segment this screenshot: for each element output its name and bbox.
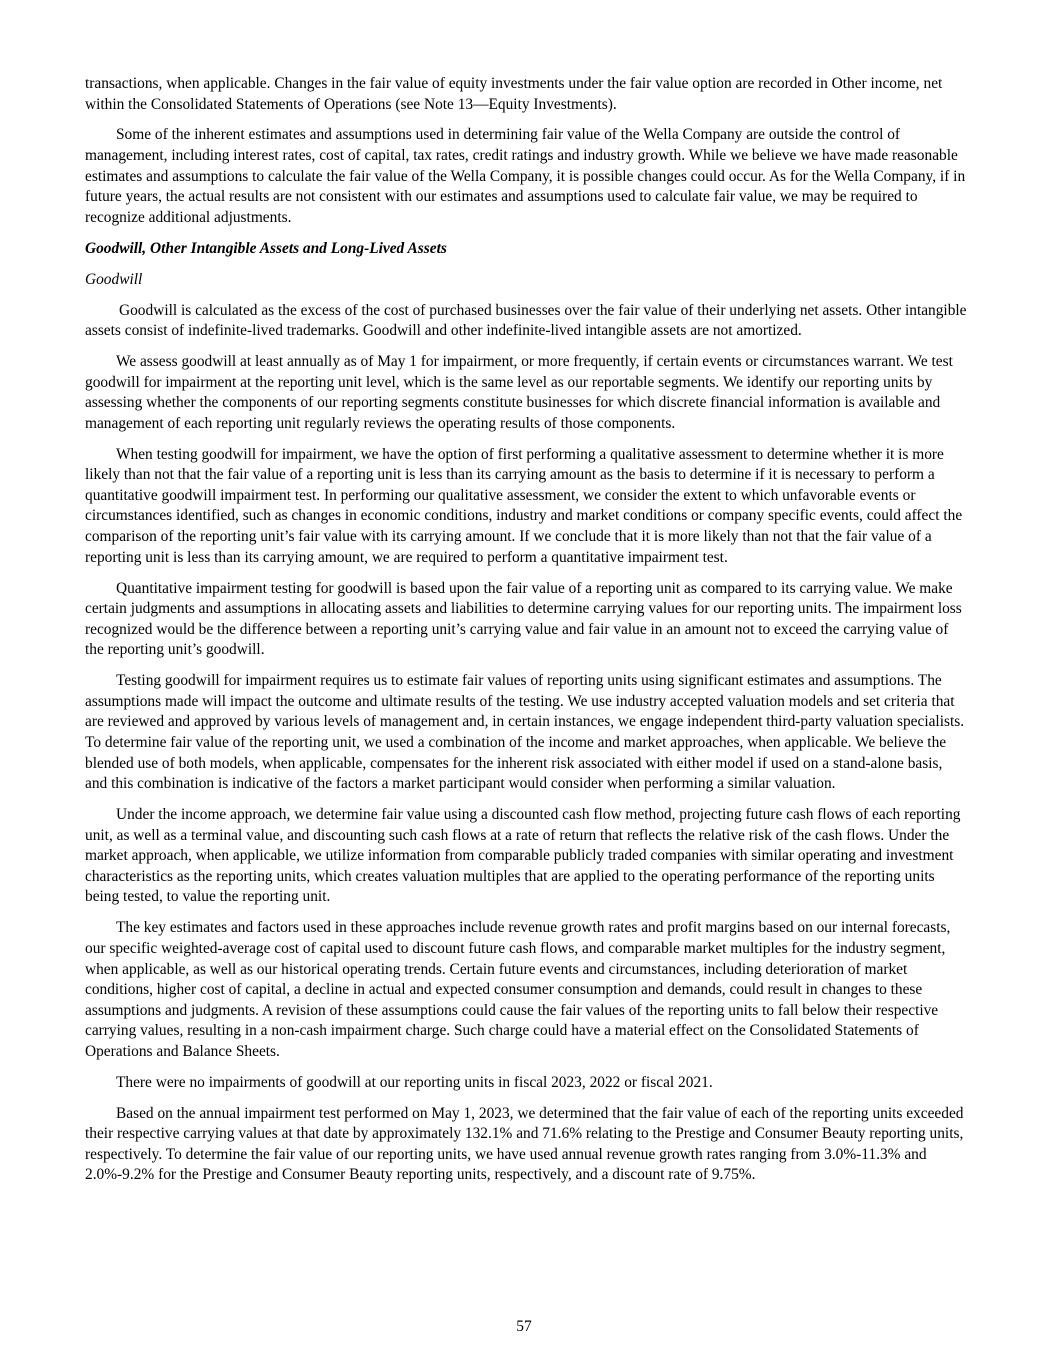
paragraph: The key estimates and factors used in these approaches include revenue growth rates and profit margins based on our internal forecasts, our specific weighted-average cost of capital used to discount future cash flows, and comparable market multiples for the industry segment, when applicable, as well as our historical operating trends. Certain future events and circumstances, including deterioration of market conditions, higher cost of capital, a decline in actual and expected consumer consumption and demands, could result in changes to these assumptions and judgments. A revision of these assumptions could cause the fair values of the reporting units to fall below their respective carrying values, resulting in a non-cash impairment charge. Such charge could have a material effect on the Consolidated Statements of Operations and Balance Sheets. bbox=[85, 919, 951, 1060]
document-page bbox=[85, 74, 967, 1196]
paragraph: Under the income approach, we determine fair value using a discounted cash flow method, projecting future cash flows of each reporting unit, as well as a terminal value, and discounting such cash flows at a rate of return that reflects the relative risk of the cash flows. Under the market approach, when applicable, we utilize information from comparable publicly traded companies with similar operating and investment characteristics as the reporting units, which creates valuation multiples that are applied to the operating performance of the reporting units being tested, to value the reporting unit. bbox=[85, 806, 961, 906]
paragraph: Quantitative impairment testing for goodwill is based upon the fair value of a reporting unit as compared to its carrying value. We make certain judgments and assumptions in allocating assets and liabilities to determine carrying values for our reporting units. The impairment loss recognized would be the difference between a reporting unit’s carrying value and fair value in an amount not to exceed the carrying value of the reporting unit’s goodwill. bbox=[85, 579, 962, 659]
paragraph: Testing goodwill for impairment requires us to estimate fair values of reporting units using significant estimates and assumptions. The assumptions made will impact the outcome and ultimate results of the testing. We use industry accepted valuation models and set criteria that are reviewed and approved by various levels of management and, in certain instances, we engage independent third-party valuation specialists. To determine fair value of the reporting unit, we used a combination of the income and market approaches, when applicable. We believe the blended use of both models, when applicable, compensates for the inherent risk associated with either model if used on a stand-alone basis, and this combination is indicative of the factors a market participant would consider when performing a similar valuation. bbox=[85, 672, 965, 793]
paragraph: We assess goodwill at least annually as of May 1 for impairment, or more frequently, if certain events or circumstances warrant. We test goodwill for impairment at the reporting unit level, which is the same level as our reportable segments. We identify our reporting units by assessing whether the components of our reporting segments constitute businesses for which discrete financial information is available and management of each reporting unit regularly reviews the operating results of those components. bbox=[85, 353, 953, 432]
paragraph: Some of the inherent estimates and assumptions used in determining fair value of the Wella Company are outside the control of management, including interest rates, cost of capital, tax rates, credit ratings and industry growth. While we believe we have made reasonable estimates and assumptions to calculate the fair value of the Wella Company, it is possible changes could occur. As for the Wella Company, if in future years, the actual results are not consistent with our estimates and assumptions used to calculate fair value, we may be required to recognize additional adjustments. bbox=[85, 126, 966, 226]
paragraph: transactions, when applicable. Changes in the fair value of equity investments under the fair value option are recorded in Other income, net within the Consolidated Statements of Operations (see Note 13—Equity Investments). bbox=[85, 75, 943, 113]
page-number: 57 bbox=[516, 1318, 532, 1335]
paragraph: There were no impairments of goodwill at our reporting units in fiscal 2023, 2022 or fiscal 2021. bbox=[116, 1073, 713, 1091]
section-heading: Goodwill, Other Intangible Assets and Long-Lived Assets bbox=[85, 239, 447, 257]
paragraph: Based on the annual impairment test performed on May 1, 2023, we determined that the fair value of each of the reporting units exceeded their respective carrying values at that date by approximately 132.1% and 71.6% relating to the Prestige and Consumer Beauty reporting units, respectively. To determine the fair value of our reporting units, we have used annual revenue growth rates ranging from 3.0%-11.3% and 2.0%-9.2% for the Prestige and Consumer Beauty reporting units, respectively, and a discount rate of 9.75%. bbox=[85, 1104, 964, 1184]
paragraph: When testing goodwill for impairment, we have the option of first performing a qualitative assessment to determine whether it is more likely than not that the fair value of a reporting unit is less than its carrying amount as the basis to determine if it is necessary to perform a quantitative goodwill impairment test. In performing our qualitative assessment, we consider the extent to which unfavorable events or circumstances identified, such as changes in economic conditions, industry and market conditions or company specific events, could affect the comparison of the reporting unit’s fair value with its carrying amount. If we conclude that it is more likely than not that the fair value of a reporting unit is less than its carrying amount, we are required to perform a quantitative impairment test. bbox=[85, 445, 963, 566]
paragraph: Goodwill is calculated as the excess of the cost of purchased businesses over the fair value of their underlying net assets. Other intangible assets consist of indefinite-lived trademarks. Goodwill and other indefinite-lived intangible assets are not amortized. bbox=[85, 301, 967, 340]
subheading: Goodwill bbox=[85, 270, 143, 288]
